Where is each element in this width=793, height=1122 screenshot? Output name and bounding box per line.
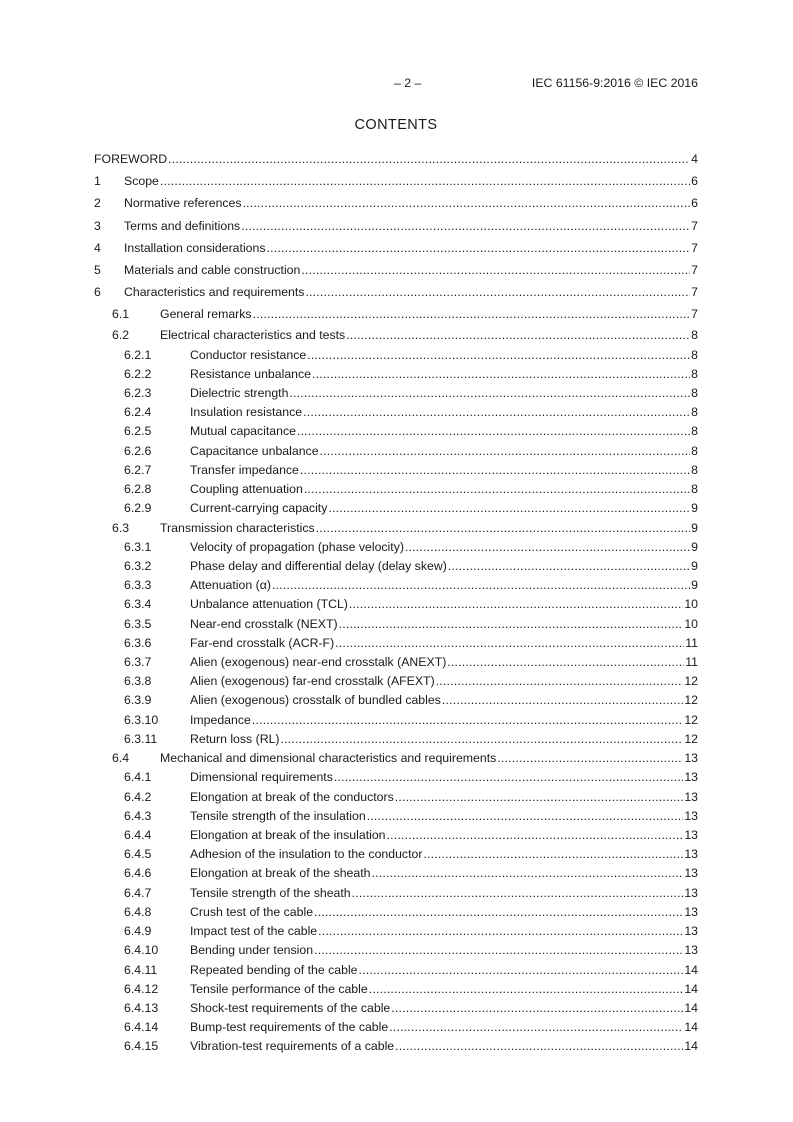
toc-entry-page: 12 <box>684 731 698 746</box>
toc-entry-number: 6.3.4 <box>124 597 152 612</box>
toc-entry[interactable] <box>94 306 698 322</box>
dot-leader <box>335 635 684 651</box>
toc-entry-number: 6.3.3 <box>124 578 152 593</box>
toc-entry-number: 6.2.8 <box>124 482 152 497</box>
toc-entry-number: 6.2.7 <box>124 462 152 477</box>
toc-entry-page: 8 <box>691 366 698 381</box>
dot-leader <box>372 865 684 881</box>
toc-entry[interactable] <box>94 712 698 728</box>
toc-entry-page: 12 <box>684 712 698 727</box>
toc-entry-number: 6.4.10 <box>124 943 159 958</box>
dot-leader <box>391 1000 683 1016</box>
toc-entry-title: Dielectric strength <box>190 385 289 400</box>
toc-entry-title: Phase delay and differential delay (delay skew) <box>190 558 447 573</box>
toc-entry-number: 6.4.15 <box>124 1039 159 1054</box>
toc-entry[interactable] <box>94 923 698 939</box>
dot-leader <box>395 789 684 805</box>
toc-entry-page: 13 <box>684 943 698 958</box>
toc-entry[interactable] <box>94 262 698 278</box>
toc-entry-title: Adhesion of the insulation to the conductor <box>190 847 423 862</box>
toc-entry-title: Impedance <box>190 712 251 727</box>
toc-entry[interactable] <box>94 750 698 766</box>
toc-entry-page: 4 <box>691 152 698 166</box>
toc-entry-page: 12 <box>684 674 698 689</box>
dot-leader <box>367 808 684 824</box>
toc-entry-title: Elongation at break of the sheath <box>190 866 371 881</box>
toc-entry[interactable] <box>94 731 698 747</box>
toc-entry-number: 6.4.9 <box>124 924 152 939</box>
dot-leader <box>405 539 690 555</box>
toc-entry[interactable] <box>94 520 698 536</box>
toc-entry-number: 6.4.7 <box>124 885 152 900</box>
toc-entry-number: 6.3.8 <box>124 674 152 689</box>
toc-entry[interactable] <box>94 240 698 256</box>
dot-leader <box>369 981 684 997</box>
toc-entry-title: Tensile strength of the sheath <box>190 885 351 900</box>
page-header <box>94 76 698 94</box>
toc-entry-title: Repeated bending of the cable <box>190 962 358 977</box>
toc-entry-page: 13 <box>684 789 698 804</box>
toc-entry-title: Mutual capacitance <box>190 424 296 439</box>
dot-leader <box>267 240 691 256</box>
toc-entry-title: Mechanical and dimensional characteristics and requirements <box>160 751 497 766</box>
toc-entry[interactable] <box>94 347 698 363</box>
toc-entry-page: 13 <box>684 751 698 766</box>
toc-entry[interactable] <box>94 173 698 189</box>
toc-entry[interactable] <box>94 596 698 612</box>
toc-entry-page: 9 <box>691 539 698 554</box>
page-title: CONTENTS <box>354 117 438 133</box>
toc-entry-title: Shock-test requirements of the cable <box>190 1001 391 1015</box>
toc-entry-page: 7 <box>691 263 698 277</box>
toc-entry[interactable] <box>94 904 698 920</box>
toc-entry-number: 6.3.11 <box>124 731 158 746</box>
toc-entry-page: 13 <box>684 885 698 900</box>
dot-leader <box>346 327 690 343</box>
toc-entry[interactable] <box>94 808 698 824</box>
dot-leader <box>359 962 684 978</box>
toc-entry-number: 6.2.4 <box>124 405 152 420</box>
dot-leader <box>252 712 683 728</box>
toc-entry-number: 6.2.5 <box>124 424 152 439</box>
toc-entry-title: Current-carrying capacity <box>190 501 328 516</box>
toc-entry-number: 6.2.2 <box>124 366 152 381</box>
toc-entry-page: 13 <box>684 866 698 881</box>
dot-leader <box>387 827 684 843</box>
document-id: IEC 61156-9:2016 © IEC 2016 <box>531 76 698 90</box>
toc-entry-number: 6.2 <box>112 328 130 343</box>
dot-leader <box>442 692 683 708</box>
toc-entry-number: 6.4 <box>112 751 130 766</box>
toc-entry-title: Bending under tension <box>190 943 314 958</box>
toc-entry-number: 6.3.1 <box>124 539 152 554</box>
toc-entry-page: 13 <box>684 904 698 919</box>
dot-leader <box>307 347 690 363</box>
toc-entry[interactable] <box>94 1000 698 1016</box>
toc-entry[interactable] <box>94 284 698 300</box>
toc-entry-page: 8 <box>691 328 698 343</box>
toc-entry[interactable] <box>94 481 698 497</box>
dot-leader <box>314 942 683 958</box>
toc-entry-title: Alien (exogenous) crosstalk of bundled cables <box>190 693 441 708</box>
toc-entry[interactable] <box>94 423 698 439</box>
toc-entry-title: Electrical characteristics and tests <box>160 328 346 343</box>
toc-entry-title: Installation considerations <box>124 240 266 255</box>
dot-leader <box>168 151 690 167</box>
toc-entry-number: 6.2.6 <box>124 443 152 458</box>
toc-entry[interactable] <box>94 366 698 382</box>
toc-entry[interactable] <box>94 865 698 881</box>
toc-entry[interactable] <box>94 404 698 420</box>
dot-leader <box>300 462 690 478</box>
toc-entry-title: Transmission characteristics <box>160 520 315 535</box>
toc-entry-title: Near-end crosstalk (NEXT) <box>190 616 338 631</box>
dot-leader <box>312 366 690 382</box>
dot-leader <box>301 262 690 278</box>
toc-entry-number: 3 <box>94 218 101 233</box>
toc-entry-title: Crush test of the cable <box>190 904 314 919</box>
toc-entry-page: 13 <box>684 808 698 823</box>
toc-entry-page: 14 <box>684 962 698 977</box>
toc-entry-title: Far-end crosstalk (ACR-F) <box>190 635 335 650</box>
toc-entry-title: Alien (exogenous) near-end crosstalk (ANEXT) <box>190 655 447 670</box>
toc-entry[interactable] <box>94 673 698 689</box>
toc-entry-title: Dimensional requirements <box>190 770 333 785</box>
toc-entry-number: 6.2.3 <box>124 385 152 400</box>
toc-entry-page: 8 <box>691 462 698 477</box>
toc-entry-page: 9 <box>691 520 698 535</box>
toc-entry-page: 10 <box>684 616 698 631</box>
toc-entry-page: 8 <box>691 385 698 400</box>
toc-entry-number: 1 <box>94 174 101 189</box>
toc-entry-title: Resistance unbalance <box>190 366 311 381</box>
dot-leader <box>389 1019 683 1035</box>
toc-entry-page: 9 <box>691 558 698 573</box>
toc-entry[interactable] <box>94 577 698 593</box>
dot-leader <box>334 769 683 785</box>
toc-entry-page: 7 <box>691 285 698 300</box>
toc-entry[interactable] <box>94 500 698 516</box>
toc-entry-page: 8 <box>691 347 698 362</box>
toc-entry-number: 6.4.2 <box>124 789 152 804</box>
toc-entry-title: Alien (exogenous) far-end crosstalk (AFEXT) <box>190 674 435 689</box>
dot-leader <box>243 195 691 211</box>
toc-entry-number: 6.3.2 <box>124 558 152 573</box>
toc-entry-title: Scope <box>124 174 159 189</box>
toc-entry-title: FOREWORD <box>94 152 168 166</box>
toc-entry-page: 8 <box>691 482 698 497</box>
dot-leader <box>281 731 684 747</box>
toc-entry[interactable] <box>94 539 698 555</box>
toc-entry-number: 6.3.7 <box>124 655 152 670</box>
dot-leader <box>436 673 684 689</box>
toc-entry-page: 6 <box>691 174 698 189</box>
dot-leader <box>448 558 690 574</box>
toc-entry-number: 6.3.9 <box>124 693 152 708</box>
toc-entry[interactable] <box>94 981 698 997</box>
toc-entry-number: 4 <box>94 240 101 255</box>
toc-entry-page: 11 <box>685 655 698 670</box>
dot-leader <box>447 654 684 670</box>
toc-entry-page: 13 <box>684 828 698 843</box>
toc-entry[interactable] <box>94 195 698 211</box>
toc-entry[interactable] <box>94 462 698 478</box>
toc-entry-number: 6.3.6 <box>124 635 152 650</box>
toc-entry-number: 6.2.1 <box>124 347 152 362</box>
toc-entry-title: Vibration-test requirements of a cable <box>190 1039 395 1054</box>
toc-entry[interactable] <box>94 1019 698 1035</box>
toc-entry[interactable] <box>94 635 698 651</box>
toc-entry-title: Impact test of the cable <box>190 924 318 939</box>
toc-entry-page: 12 <box>684 693 698 708</box>
toc-entry[interactable] <box>94 1038 698 1054</box>
toc-entry[interactable] <box>94 218 698 234</box>
toc-entry-number: 6.2.9 <box>124 501 152 516</box>
toc-entry-title: Tensile strength of the insulation <box>190 808 366 823</box>
dot-leader <box>352 885 684 901</box>
toc-entry-page: 9 <box>691 501 698 516</box>
dot-leader <box>289 385 690 401</box>
toc-entry-title: Insulation resistance <box>190 405 303 420</box>
toc-entry-page: 14 <box>684 1001 698 1015</box>
toc-entry-page: 14 <box>684 981 698 996</box>
toc-entry[interactable] <box>94 385 698 401</box>
dot-leader <box>303 404 690 420</box>
dot-leader <box>497 750 683 766</box>
toc-entry[interactable] <box>94 769 698 785</box>
toc-entry-number: 2 <box>94 196 101 211</box>
toc-entry-title: Transfer impedance <box>190 462 299 477</box>
toc-entry-page: 7 <box>691 307 698 322</box>
dot-leader <box>160 173 690 189</box>
toc-entry-page: 7 <box>691 218 698 233</box>
toc-entry-number: 6.1 <box>112 307 130 322</box>
toc-entry-number: 6.4.6 <box>124 866 152 881</box>
toc-entry-title: Tensile performance of the cable <box>190 981 368 996</box>
dot-leader <box>316 520 690 536</box>
toc-entry-number: 6.3.5 <box>124 616 152 631</box>
toc-entry-page: 9 <box>691 578 698 593</box>
toc-entry[interactable] <box>94 151 698 167</box>
toc-entry-title: General remarks <box>160 307 252 322</box>
dot-leader <box>272 577 690 593</box>
toc-entry[interactable] <box>94 827 698 843</box>
dot-leader <box>297 423 690 439</box>
toc-entry-title: Velocity of propagation (phase velocity) <box>190 539 404 554</box>
dot-leader <box>253 306 691 322</box>
dot-leader <box>320 443 691 459</box>
toc-entry-page: 8 <box>691 443 698 458</box>
toc-entry-number: 6.4.12 <box>124 981 159 996</box>
toc-entry-page: 8 <box>691 424 698 439</box>
toc-entry-title: Capacitance unbalance <box>190 443 319 458</box>
toc-entry-number: 6.3 <box>112 520 130 535</box>
toc-entry-page: 11 <box>685 635 698 650</box>
toc-entry-number: 6.4.3 <box>124 808 152 823</box>
dot-leader <box>305 284 690 300</box>
toc-entry-page: 13 <box>684 847 698 862</box>
toc-entry-title: Conductor resistance <box>190 347 307 362</box>
toc-entry-title: Materials and cable construction <box>124 263 301 277</box>
toc-entry-page: 14 <box>684 1020 698 1035</box>
toc-entry-title: Return loss (RL) <box>190 731 280 746</box>
toc-entry-number: 6.4.1 <box>124 770 152 785</box>
toc-entry-title: Coupling attenuation <box>190 482 303 497</box>
toc-entry-title: Unbalance attenuation (TCL) <box>190 597 348 612</box>
toc-entry-page: 10 <box>684 597 698 612</box>
dot-leader <box>241 218 690 234</box>
toc-entry-page: 13 <box>684 770 698 785</box>
toc-entry-page: 7 <box>691 240 698 255</box>
toc-entry-page: 14 <box>684 1039 698 1054</box>
toc-entry[interactable] <box>94 327 698 343</box>
toc-entry-page: 8 <box>691 405 698 420</box>
toc-entry[interactable] <box>94 558 698 574</box>
toc-entry-title: Normative references <box>124 196 242 211</box>
toc-entry-number: 6 <box>94 285 101 300</box>
toc-entry[interactable] <box>94 443 698 459</box>
toc-entry-title: Terms and definitions <box>124 218 241 233</box>
toc-entry-number: 5 <box>94 263 101 277</box>
dot-leader <box>318 923 683 939</box>
toc-entry[interactable] <box>94 942 698 958</box>
page-number: – 2 – <box>394 76 422 90</box>
toc-entry-title: Elongation at break of the insulation <box>190 828 386 843</box>
toc-entry[interactable] <box>94 692 698 708</box>
dot-leader <box>395 1038 683 1054</box>
toc-entry[interactable] <box>94 846 698 862</box>
toc-entry-page: 13 <box>684 924 698 939</box>
toc-entry[interactable] <box>94 654 698 670</box>
dot-leader <box>314 904 683 920</box>
toc-entry-number: 6.3.10 <box>124 712 159 727</box>
dot-leader <box>349 596 683 612</box>
toc-entry-title: Characteristics and requirements <box>124 285 305 300</box>
toc-entry-title: Bump-test requirements of the cable <box>190 1020 389 1035</box>
toc-entry-title: Elongation at break of the conductors <box>190 789 394 804</box>
toc-entry-number: 6.4.5 <box>124 847 152 862</box>
toc-entry[interactable] <box>94 789 698 805</box>
toc-entry-number: 6.4.14 <box>124 1020 159 1035</box>
toc-entry-title: Attenuation (α) <box>190 578 271 593</box>
dot-leader <box>423 846 683 862</box>
toc-entry[interactable] <box>94 962 698 978</box>
toc-entry[interactable] <box>94 885 698 901</box>
toc-entry-page: 6 <box>691 196 698 211</box>
dot-leader <box>304 481 690 497</box>
toc-entry-number: 6.4.4 <box>124 828 152 843</box>
toc-entry-number: 6.4.13 <box>124 1001 159 1015</box>
toc-entry[interactable] <box>94 616 698 632</box>
dot-leader <box>339 616 684 632</box>
dot-leader <box>328 500 690 516</box>
toc-entry-number: 6.4.11 <box>124 962 158 977</box>
toc-entry-number: 6.4.8 <box>124 904 152 919</box>
